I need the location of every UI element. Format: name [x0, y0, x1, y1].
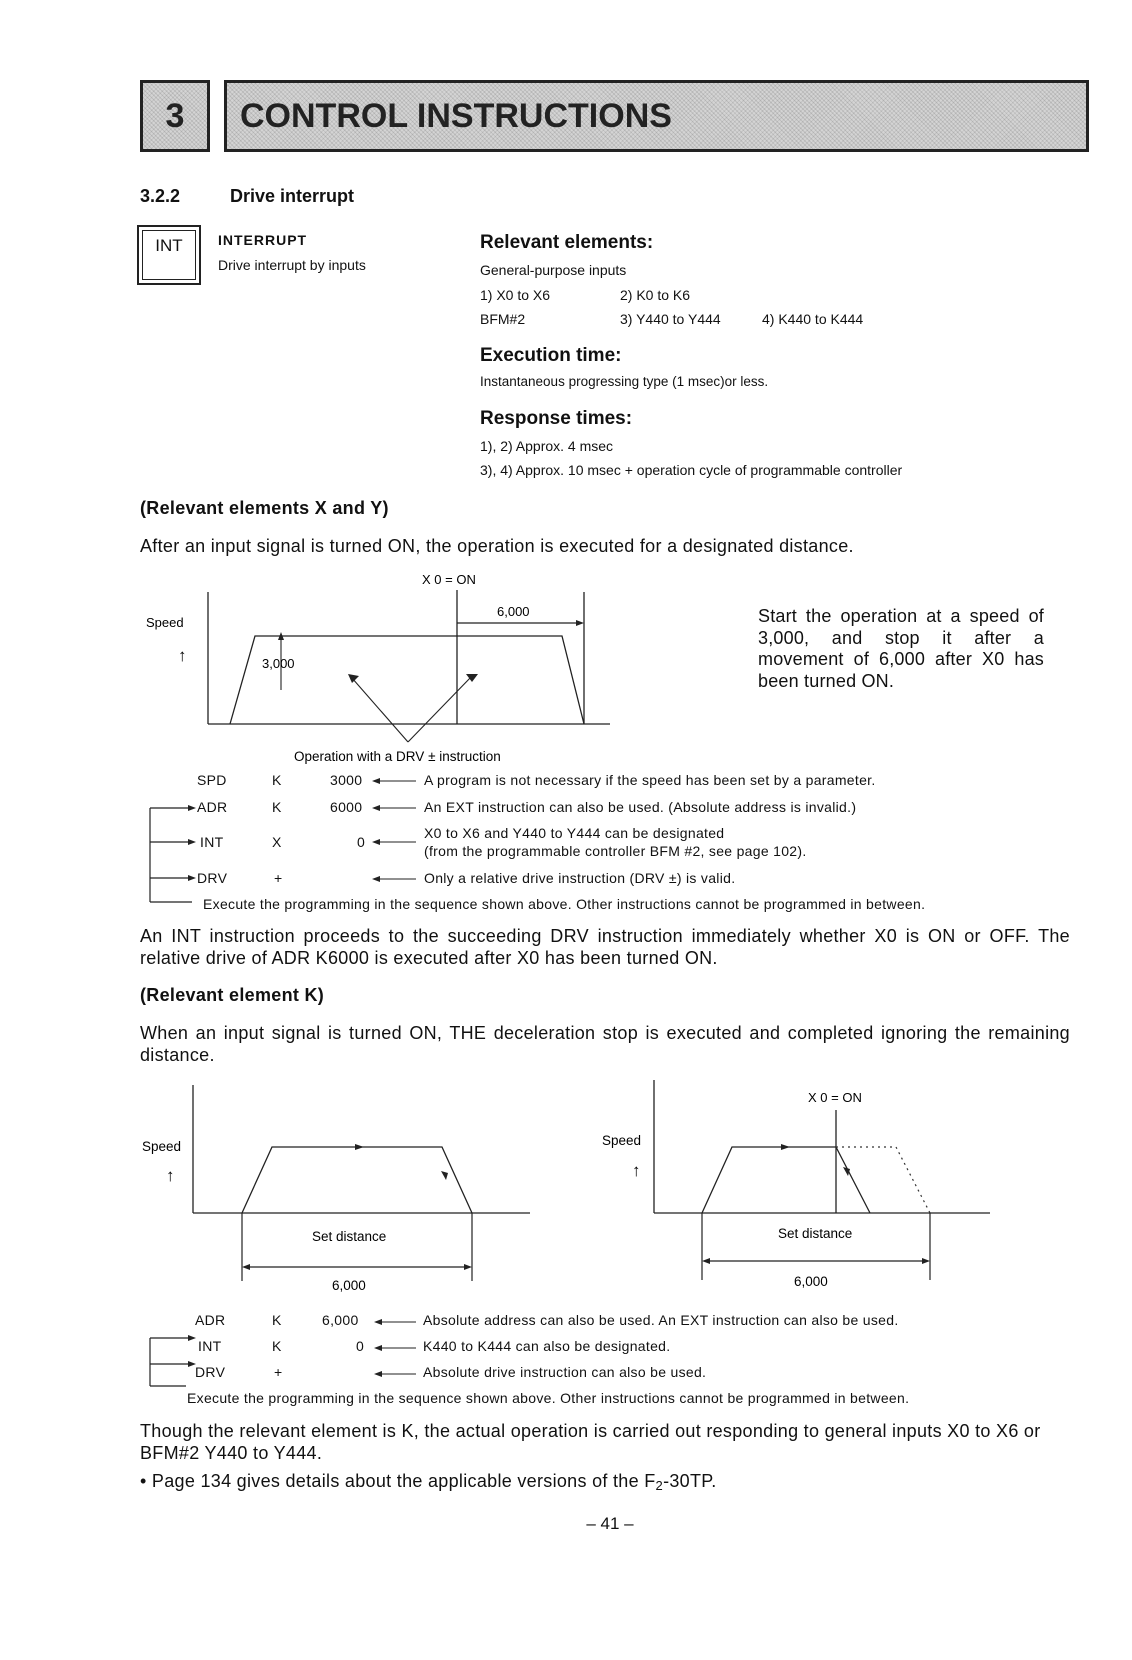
- section-title: Drive interrupt: [230, 186, 355, 206]
- relevant-elements-heading: Relevant elements:: [480, 232, 654, 253]
- speed-up-arrow-icon: ↑: [178, 646, 187, 665]
- bullet-text: • Page 134 gives details about the applicable versions of the F: [140, 1471, 656, 1491]
- section-xy-intro: After an input signal is turned ON, the operation is executed for a designated distance.: [140, 536, 854, 556]
- prog1-row1-val: 3000: [330, 772, 363, 788]
- chapter-number: 3: [165, 97, 185, 135]
- speed-label-right: Speed: [602, 1133, 642, 1148]
- instruction-mnemonic: INT: [155, 236, 183, 255]
- prog1-row2-op: ADR: [197, 799, 228, 815]
- relevant-subheading: General-purpose inputs: [480, 262, 627, 278]
- prog2-row2-note: K440 to K444 can also be designated.: [423, 1338, 671, 1354]
- distance-right: 6,000: [794, 1274, 828, 1289]
- response-line-2: 3), 4) Approx. 10 msec + operation cycle of programmable controller: [480, 462, 903, 478]
- response-times-heading: Response times:: [480, 408, 633, 429]
- relevant-bfm: BFM#2: [480, 311, 526, 327]
- execution-time-text: Instantaneous progressing type (1 msec)or less.: [480, 374, 769, 389]
- prog1-footer-note: Execute the programming in the sequence shown above. Other instructions cannot be programmed in between.: [203, 896, 926, 912]
- prog2-footer-note: Execute the programming in the sequence shown above. Other instructions cannot be programmed in between.: [187, 1390, 910, 1406]
- prog1-row1-dev: K: [272, 772, 282, 788]
- prog2-row2-val: 0: [356, 1338, 365, 1354]
- relevant-item-2: 2) K0 to K6: [620, 287, 691, 303]
- section-number: 3.2.2: [140, 186, 181, 206]
- response-line-1: 1), 2) Approx. 4 msec: [480, 438, 614, 454]
- prog1-row2-note: An EXT instruction can also be used. (Absolute address is invalid.): [424, 799, 857, 815]
- section-xy-heading: (Relevant elements X and Y): [140, 498, 389, 518]
- prog1-row1-op: SPD: [197, 772, 227, 788]
- operation-label: Operation with a DRV ± instruction: [294, 749, 501, 764]
- execution-time-heading: Execution time:: [480, 345, 622, 366]
- relevant-item-1: 1) X0 to X6: [480, 287, 551, 303]
- distance-left: 6,000: [332, 1278, 366, 1293]
- prog2-row3-note: Absolute drive instruction can also be used.: [423, 1364, 707, 1380]
- x0-on-label: X 0 = ON: [422, 572, 476, 587]
- prog2-row3-op: DRV: [195, 1364, 226, 1380]
- page-number: – 41 –: [586, 1514, 634, 1533]
- prog1-row3-dev: X: [272, 834, 282, 850]
- prog2-row1-dev: K: [272, 1312, 282, 1328]
- side-description: Start the operation at a speed of 3,000, and stop it after a movement of 6,000 after X0 has been turned ON.: [758, 606, 1044, 691]
- bullet-suffix: -30TP.: [663, 1471, 717, 1491]
- speed-diagram-k-left: [140, 1085, 540, 1295]
- prog2-row2-op: INT: [198, 1338, 222, 1354]
- applicable-versions-note: [140, 1470, 717, 1497]
- prog1-row2-dev: K: [272, 799, 282, 815]
- prog1-row3-note2: (from the programmable controller BFM #2, see page 102).: [424, 843, 807, 859]
- x0-on-label-right: X 0 = ON: [808, 1090, 862, 1105]
- relevant-item-3: 3) Y440 to Y444: [620, 311, 721, 327]
- instruction-name: INTERRUPT: [218, 232, 308, 248]
- prog1-note-arrows: [368, 775, 424, 885]
- prog1-row2-val: 6000: [330, 799, 363, 815]
- prog2-row3-dev: +: [274, 1364, 283, 1380]
- prog2-row1-val: 6,000: [322, 1312, 359, 1328]
- prog1-row3-op: INT: [200, 834, 224, 850]
- section-k-heading: (Relevant element K): [140, 985, 325, 1005]
- speed-diagram-xy: [140, 570, 620, 765]
- prog1-row3-note: X0 to X6 and Y440 to Y444 can be designated: [424, 825, 725, 841]
- prog2-row1-note: Absolute address can also be used. An EXT instruction can also be used.: [423, 1312, 899, 1328]
- section-xy-paragraph: An INT instruction proceeds to the succeeding DRV instruction immediately whether X0 is ON or OFF. The relative drive of ADR K6000 is executed after X0 has been turned ON.: [140, 926, 1070, 968]
- prog1-row4-dev: +: [274, 870, 283, 886]
- instruction-description: Drive interrupt by inputs: [218, 257, 366, 273]
- bullet-subscript: 2: [655, 1478, 664, 1493]
- set-distance-left: Set distance: [312, 1229, 387, 1244]
- speed-diagram-k-right: [600, 1080, 1000, 1295]
- speed-label: Speed: [146, 615, 184, 630]
- prog1-row1-note: A program is not necessary if the speed has been set by a parameter.: [424, 772, 876, 788]
- prog2-row2-dev: K: [272, 1338, 282, 1354]
- speed-up-arrow-right-icon: ↑: [632, 1161, 641, 1180]
- prog1-row4-op: DRV: [197, 870, 228, 886]
- prog2-note-arrows: [370, 1314, 424, 1384]
- prog1-row4-note: Only a relative drive instruction (DRV ±) is valid.: [424, 870, 736, 886]
- set-distance-right: Set distance: [778, 1226, 853, 1241]
- relevant-item-4: 4) K440 to K444: [762, 311, 864, 327]
- section-k-intro: When an input signal is turned ON, THE deceleration stop is executed and completed ignoring the remaining distance.: [140, 1023, 1070, 1065]
- distance-6000: 6,000: [497, 604, 530, 619]
- prog1-row3-val: 0: [357, 834, 366, 850]
- chapter-title: CONTROL INSTRUCTIONS: [240, 97, 672, 135]
- section-k-paragraph: Though the relevant element is K, the actual operation is carried out responding to general inputs X0 to X6 or BFM#2 Y440 to Y444.: [140, 1421, 1041, 1463]
- speed-up-arrow-left-icon: ↑: [166, 1166, 175, 1185]
- speed-label-left: Speed: [142, 1139, 182, 1154]
- speed-3000: 3,000: [262, 656, 295, 671]
- prog2-row1-op: ADR: [195, 1312, 226, 1328]
